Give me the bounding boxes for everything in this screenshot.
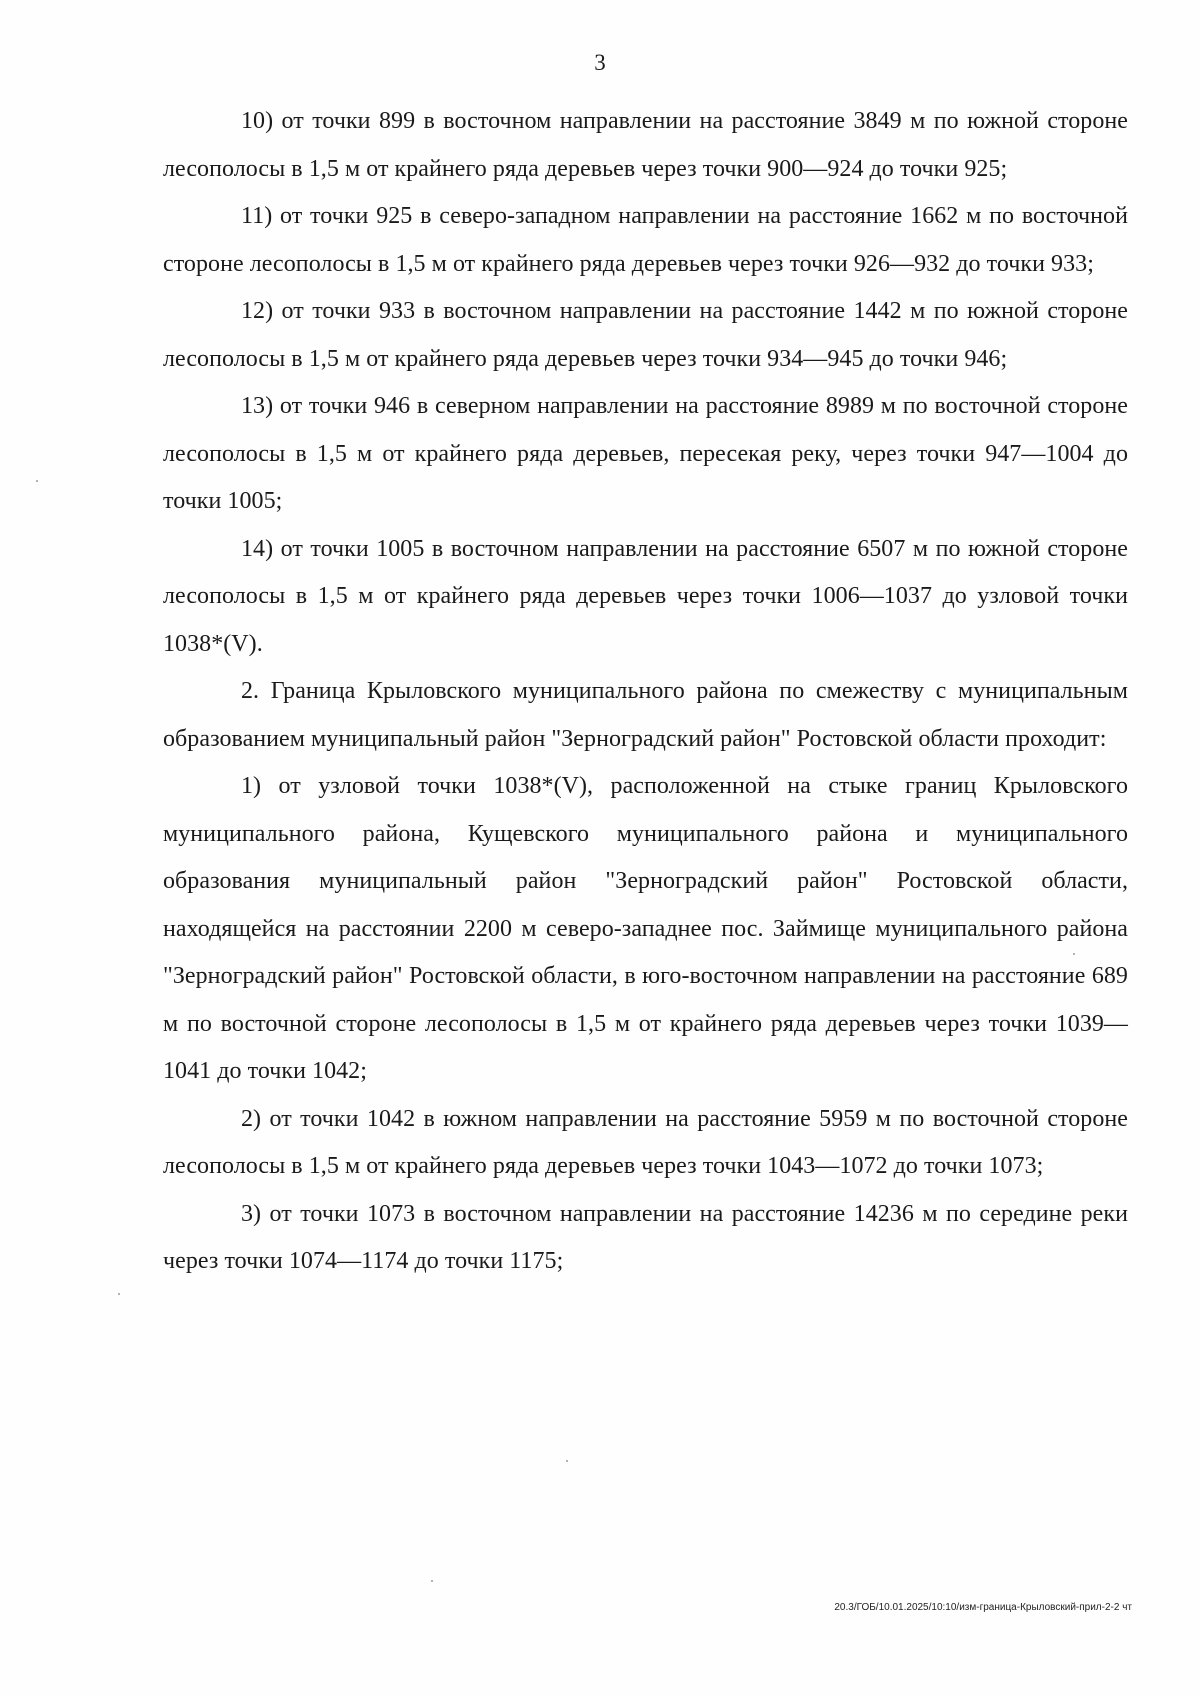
page-number: 3 — [594, 50, 606, 75]
paragraph-item-13: 13) от точки 946 в северном направлении на расстояние 8989 м по восточной стороне лесополосы в 1,5 м от крайнего ряда деревьев, пересекая реку, через точки 947—1004 до точки 1005; — [163, 393, 1128, 514]
paragraph-item-14: 14) от точки 1005 в восточном направлении на расстояние 6507 м по южной стороне лесополосы в 1,5 м от крайнего ряда деревьев через точки 1006—1037 до узловой точки 1038*(V). — [163, 535, 1128, 657]
paragraph-item-12: 12) от точки 933 в восточном направлении на расстояние 1442 м по южной стороне лесополосы в 1,5 м от крайнего ряда деревьев через точки 934—945 до точки 946; — [163, 298, 1128, 372]
paragraph-item-10: 10) от точки 899 в восточном направлении на расстояние 3849 м по южной стороне лесополосы в 1,5 м от крайнего ряда деревьев через точки 900—924 до точки 925; — [163, 108, 1128, 182]
paragraph-item-11: 11) от точки 925 в северо-западном направлении на расстояние 1662 м по восточной стороне лесополосы в 1,5 м от крайнего ряда деревьев через точки 926—932 до точки 933; — [163, 203, 1128, 277]
document-footer-code: 20.3/ГОБ/10.01.2025/10:10/изм-граница-Крыловский-прил-2-2 чт — [834, 1602, 1132, 1613]
scan-speck — [1073, 953, 1075, 955]
scan-speck — [36, 480, 38, 482]
document-body — [163, 98, 1128, 1286]
section-heading-paragraph: 2. Граница Крыловского муниципального района по смежеству с муниципальным образованием муниципальный район "Зерноградский район" Ростовской области проходит: — [163, 678, 1128, 752]
paragraph-item-2: 2) от точки 1042 в южном направлении на расстояние 5959 м по восточной стороне лесополосы в 1,5 м от крайнего ряда деревьев через точки 1043—1072 до точки 1073; — [163, 1105, 1128, 1179]
paragraph-item-1: 1) от узловой точки 1038*(V), расположенной на стыке границ Крыловского муниципального района, Кущевского муниципального района и муниципального образования муниципальный район "Зерноградский район" Ростовской области, находящейся на расстоянии 2200 м северо-западнее пос. Займище муниципального района "Зерноградский район" Ростовской области, в юго-восточном направлении на расстояние 689 м по восточной стороне лесополосы в 1,5 м от крайнего ряда деревьев через точки 1039—1041 до точки 1042; — [163, 773, 1128, 1084]
scan-speck — [566, 1460, 568, 1462]
scan-speck — [118, 1293, 120, 1295]
paragraph-item-3: 3) от точки 1073 в восточном направлении на расстояние 14236 м по середине реки через точки 1074—1174 до точки 1175; — [163, 1200, 1128, 1274]
scan-speck — [431, 1580, 433, 1582]
